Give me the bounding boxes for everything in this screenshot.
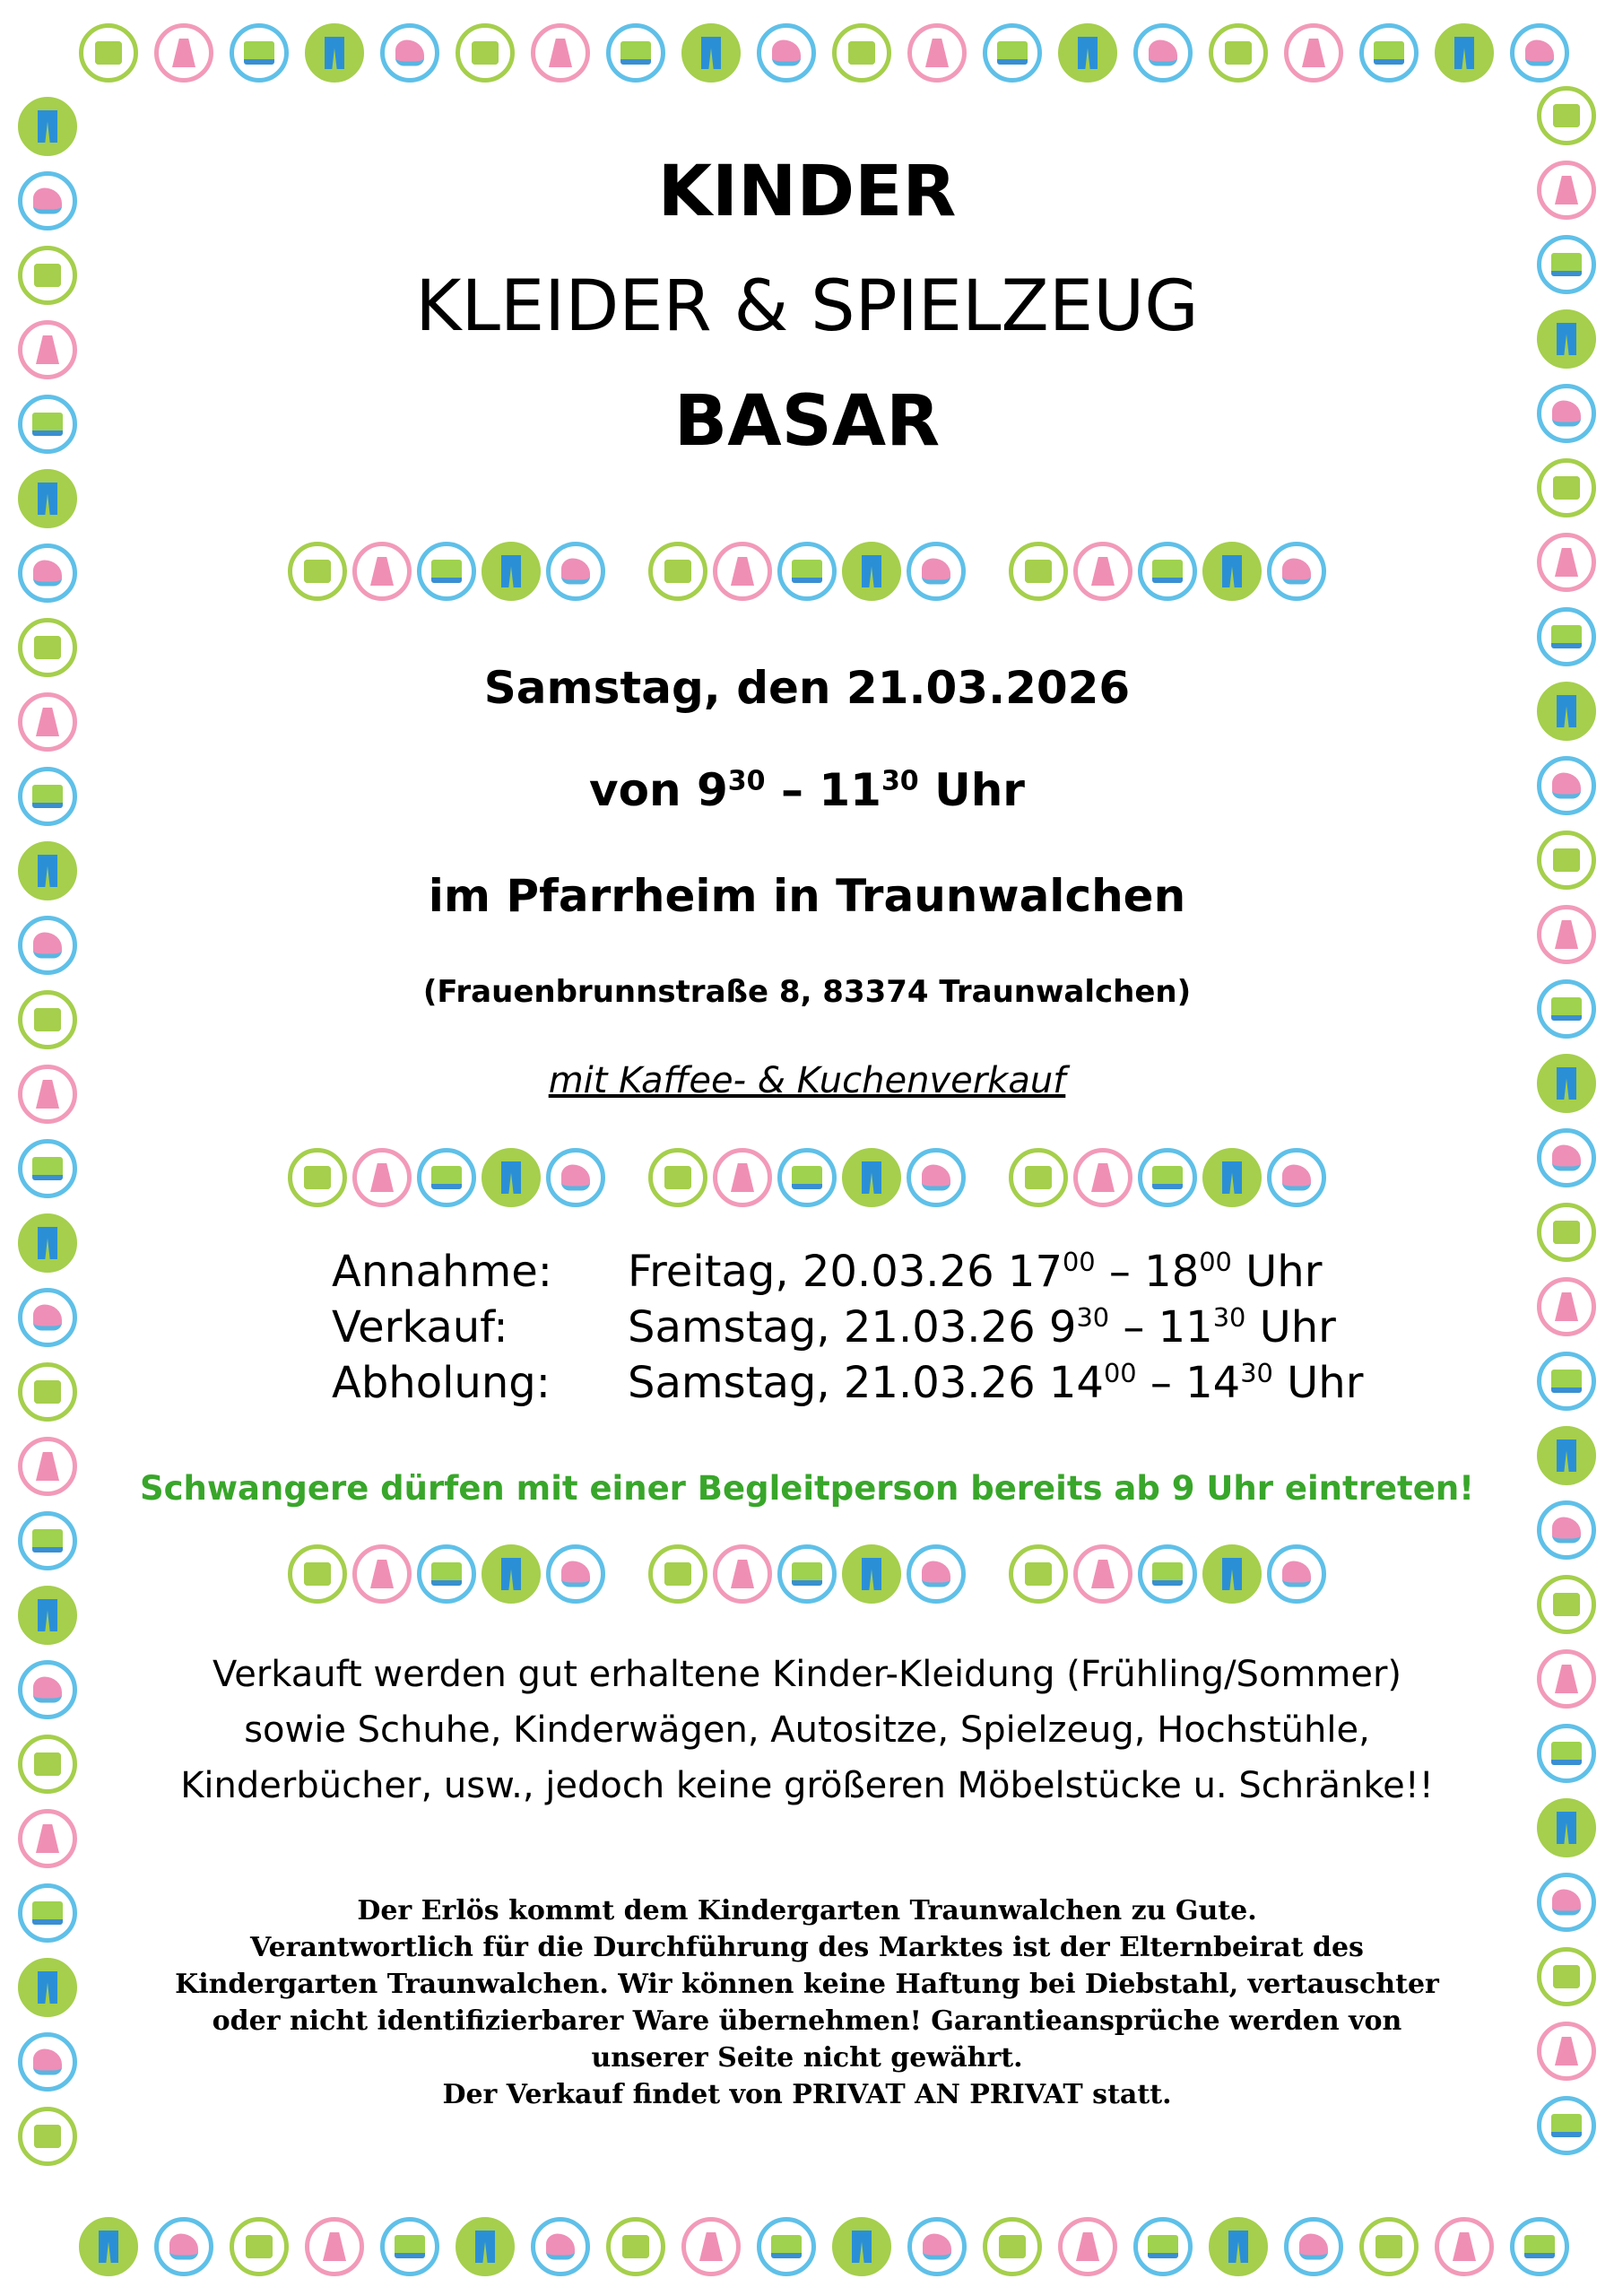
dress-icon bbox=[907, 23, 967, 83]
horse-icon bbox=[907, 1544, 966, 1604]
shirt-icon bbox=[648, 1148, 707, 1207]
dress-icon bbox=[352, 1148, 412, 1207]
icon-divider-1 bbox=[0, 542, 1614, 601]
event-time: von $9^{30} - 11^{30}$ Uhr bbox=[589, 764, 1025, 816]
event-cafe: mit Kaffee- & Kuchenverkauf bbox=[548, 1060, 1066, 1101]
truck-icon bbox=[1133, 2217, 1193, 2276]
schedule-time: Freitag, 20.03.26 $17^{00} - 18^{00}$ Uhr bbox=[628, 1247, 1323, 1297]
shirt-icon bbox=[288, 1544, 347, 1604]
dress-icon bbox=[18, 1809, 77, 1868]
icon-group bbox=[1009, 1148, 1326, 1207]
pants-icon bbox=[1202, 1544, 1262, 1604]
shirt-icon bbox=[1009, 1544, 1068, 1604]
desc-line: Kinderbücher, usw., jedoch keine größeren Möbelstücke u. Schränke!! bbox=[180, 1765, 1434, 1806]
dress-icon bbox=[713, 1148, 772, 1207]
fine-line: Kindergarten Traunwalchen. Wir können keine Haftung bei Diebstahl, vertauschter bbox=[175, 1969, 1439, 2000]
pants-icon bbox=[305, 23, 364, 83]
pants-icon bbox=[18, 469, 77, 528]
truck-icon bbox=[1359, 23, 1419, 83]
schedule-table bbox=[332, 1247, 1363, 1413]
horse-icon bbox=[380, 23, 439, 83]
shirt-icon bbox=[18, 1362, 77, 1422]
pants-icon bbox=[482, 1148, 541, 1207]
pants-icon bbox=[1435, 23, 1494, 83]
fine-line: Der Erlös kommt dem Kindergarten Traunwalchen zu Gute. bbox=[357, 1895, 1257, 1926]
pregnant-notice: Schwangere dürfen mit einer Begleitperson bereits ab 9 Uhr eintreten! bbox=[139, 1469, 1475, 1508]
shirt-icon bbox=[1359, 2217, 1419, 2276]
pants-icon bbox=[842, 1544, 901, 1604]
horse-icon bbox=[546, 1148, 605, 1207]
bottom-icon-border bbox=[79, 2217, 1569, 2276]
pants-icon bbox=[832, 2217, 891, 2276]
schedule-row bbox=[332, 1247, 1363, 1302]
shirt-icon bbox=[1009, 1148, 1068, 1207]
event-address: (Frauenbrunnstraße 8, 83374 Traunwalchen) bbox=[422, 974, 1192, 1010]
desc-line: sowie Schuhe, Kinderwägen, Autositze, Spielzeug, Hochstühle, bbox=[244, 1709, 1370, 1751]
title-kleider-spielzeug: KLEIDER & SPIELZEUG bbox=[415, 266, 1199, 347]
dress-icon bbox=[713, 542, 772, 601]
horse-icon bbox=[154, 2217, 213, 2276]
icon-group bbox=[1009, 1544, 1326, 1604]
icon-group bbox=[648, 542, 966, 601]
icon-group bbox=[648, 1148, 966, 1207]
truck-icon bbox=[1510, 2217, 1569, 2276]
dress-icon bbox=[305, 2217, 364, 2276]
truck-icon bbox=[1537, 607, 1596, 666]
event-date: Samstag, den 21.03.2026 bbox=[483, 662, 1131, 714]
schedule-time: Samstag, 21.03.26 $9^{30} - 11^{30}$ Uhr bbox=[628, 1302, 1336, 1352]
dress-icon bbox=[1435, 2217, 1494, 2276]
schedule-label: Annahme: bbox=[332, 1247, 552, 1297]
icon-divider-3 bbox=[0, 1544, 1614, 1604]
dress-icon bbox=[1073, 542, 1132, 601]
shirt-icon bbox=[1537, 458, 1596, 517]
shirt-icon bbox=[1009, 542, 1068, 601]
truck-icon bbox=[777, 1544, 837, 1604]
dress-icon bbox=[352, 542, 412, 601]
description bbox=[0, 1647, 1614, 1813]
shirt-icon bbox=[1537, 1203, 1596, 1262]
dress-icon bbox=[681, 2217, 741, 2276]
horse-icon bbox=[1510, 23, 1569, 83]
pants-icon bbox=[482, 1544, 541, 1604]
pants-icon bbox=[1209, 2217, 1268, 2276]
fine-print bbox=[0, 1892, 1614, 2113]
icon-group bbox=[648, 1544, 966, 1604]
icon-group bbox=[288, 1148, 605, 1207]
dress-icon bbox=[1284, 23, 1343, 83]
horse-icon bbox=[546, 1544, 605, 1604]
shirt-icon bbox=[1537, 86, 1596, 145]
dress-icon bbox=[1537, 1277, 1596, 1336]
shirt-icon bbox=[606, 2217, 665, 2276]
shirt-icon bbox=[832, 23, 891, 83]
shirt-icon bbox=[648, 542, 707, 601]
pants-icon bbox=[842, 542, 901, 601]
truck-icon bbox=[606, 23, 665, 83]
dress-icon bbox=[1058, 2217, 1117, 2276]
title-kinder: KINDER bbox=[657, 152, 957, 232]
schedule-row bbox=[332, 1302, 1363, 1358]
truck-icon bbox=[417, 1544, 476, 1604]
event-location: im Pfarrheim in Traunwalchen bbox=[428, 870, 1186, 922]
horse-icon bbox=[1284, 2217, 1343, 2276]
truck-icon bbox=[1138, 1544, 1197, 1604]
shirt-icon bbox=[18, 2107, 77, 2166]
truck-icon bbox=[983, 23, 1042, 83]
shirt-icon bbox=[1209, 23, 1268, 83]
dress-icon bbox=[154, 23, 213, 83]
truck-icon bbox=[1138, 1148, 1197, 1207]
fine-line: unserer Seite nicht gewährt. bbox=[591, 2042, 1023, 2074]
truck-icon bbox=[1537, 1352, 1596, 1411]
horse-icon bbox=[907, 2217, 967, 2276]
shirt-icon bbox=[648, 1544, 707, 1604]
icon-group bbox=[288, 542, 605, 601]
horse-icon bbox=[18, 1288, 77, 1347]
pants-icon bbox=[482, 542, 541, 601]
pants-icon bbox=[842, 1148, 901, 1207]
pants-icon bbox=[681, 23, 741, 83]
schedule-label: Verkauf: bbox=[332, 1302, 508, 1352]
dress-icon bbox=[713, 1544, 772, 1604]
pants-icon bbox=[1058, 23, 1117, 83]
pants-icon bbox=[456, 2217, 515, 2276]
schedule-time: Samstag, 21.03.26 $14^{00} - 14^{30}$ Uhr bbox=[628, 1358, 1364, 1408]
shirt-icon bbox=[983, 2217, 1042, 2276]
dress-icon bbox=[1073, 1544, 1132, 1604]
icon-group bbox=[288, 1544, 605, 1604]
horse-icon bbox=[757, 23, 816, 83]
icon-divider-2 bbox=[0, 1148, 1614, 1207]
horse-icon bbox=[907, 1148, 966, 1207]
fine-line: Der Verkauf findet von PRIVAT AN PRIVAT statt. bbox=[442, 2079, 1172, 2110]
shirt-icon bbox=[456, 23, 515, 83]
fine-line: oder nicht identifizierbarer Ware übernehmen! Garantieansprüche werden von bbox=[212, 2005, 1402, 2037]
horse-icon bbox=[1267, 1148, 1326, 1207]
pants-icon bbox=[1202, 542, 1262, 601]
pants-icon bbox=[18, 1213, 77, 1273]
icon-group bbox=[1009, 542, 1326, 601]
truck-icon bbox=[417, 542, 476, 601]
shirt-icon bbox=[230, 2217, 289, 2276]
shirt-icon bbox=[288, 1148, 347, 1207]
shirt-icon bbox=[79, 23, 138, 83]
truck-icon bbox=[1138, 542, 1197, 601]
horse-icon bbox=[1133, 23, 1193, 83]
truck-icon bbox=[230, 23, 289, 83]
dress-icon bbox=[352, 1544, 412, 1604]
top-icon-border bbox=[79, 23, 1569, 83]
horse-icon bbox=[907, 542, 966, 601]
horse-icon bbox=[546, 542, 605, 601]
horse-icon bbox=[18, 916, 77, 975]
horse-icon bbox=[1267, 1544, 1326, 1604]
fine-line: Verantwortlich für die Durchführung des Marktes ist der Elternbeirat des bbox=[250, 1932, 1364, 1963]
truck-icon bbox=[777, 1148, 837, 1207]
pants-icon bbox=[79, 2217, 138, 2276]
truck-icon bbox=[417, 1148, 476, 1207]
truck-icon bbox=[777, 542, 837, 601]
truck-icon bbox=[757, 2217, 816, 2276]
shirt-icon bbox=[288, 542, 347, 601]
horse-icon bbox=[531, 2217, 590, 2276]
pants-icon bbox=[1202, 1148, 1262, 1207]
dress-icon bbox=[531, 23, 590, 83]
pants-icon bbox=[18, 97, 77, 156]
dress-icon bbox=[1073, 1148, 1132, 1207]
schedule-row bbox=[332, 1358, 1363, 1413]
desc-line: Verkauft werden gut erhaltene Kinder-Kleidung (Frühling/Sommer) bbox=[212, 1654, 1401, 1695]
schedule-label: Abholung: bbox=[332, 1358, 551, 1408]
title-basar: BASAR bbox=[673, 381, 941, 462]
horse-icon bbox=[1267, 542, 1326, 601]
truck-icon bbox=[380, 2217, 439, 2276]
